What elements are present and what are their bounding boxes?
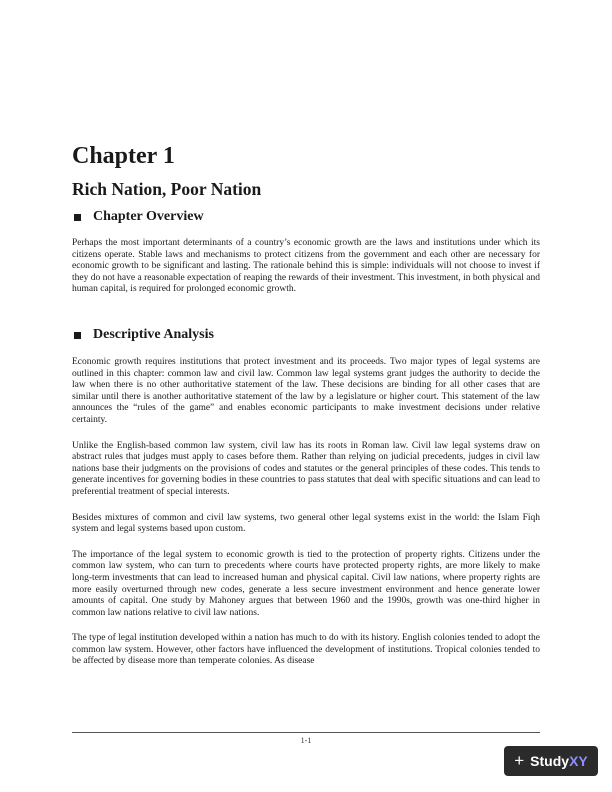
paragraph: The importance of the legal system to economic growth is tied to the protection of property rights. Citizens under the common law system, who can turn to precedents where courts have protected property rights, are more likely to make long-term investments that can lead to increased human and physical capital. Civil law nations, where property rights are more easily overturned through new codes, generate a less secure investment environment and hence generate lower amounts of capital. One study by Mahoney argues that between 1960 and the 1990s, growth was one-third higher in common law nations relative to civil law nations. [72, 549, 540, 618]
section-heading-analysis [72, 327, 214, 343]
square-bullet-icon [74, 332, 81, 339]
overview-body [72, 238, 540, 310]
section-heading-label: Descriptive Analysis [93, 327, 214, 342]
section-heading-label: Chapter Overview [93, 209, 204, 224]
analysis-body [72, 357, 540, 682]
paragraph: Economic growth requires institutions that protect investment and its proceeds. Two major types of legal systems are outlined in this chapter: common law and civil law. Common law legal systems grant judges the authority to decide the law when there is no other authoritative statement of the law. These decisions are binding for all other cases that are similar until there is another authoritative statement of the law by a legislature or higher court. This statement of the law announces the “rules of the game” and enables economic participants to make investment decisions under relative certainty. [72, 357, 540, 425]
paragraph: Perhaps the most important determinants of a country’s economic growth are the laws and institutions under which its citizens operate. Stable laws and mechanisms to protect citizens from the government and each other are necessary for economic growth to be significant and lasting. The rationale behind this is simple: individuals will not choose to invest if they do not have a reasonable expectation of reaping the rewards of their investment. This investment, in both physical and human capital, is required for prolonged economic growth. [72, 238, 540, 295]
chapter-subtitle: Rich Nation, Poor Nation [72, 179, 262, 199]
badge-text-main: Study [530, 753, 570, 769]
footer-divider [72, 732, 540, 733]
studyxy-logo-badge[interactable] [504, 746, 598, 776]
paragraph: Besides mixtures of common and civil law systems, two general other legal systems exist in the world: the Islam Fiqh system and legal systems based upon custom. [72, 512, 540, 535]
square-bullet-icon [74, 214, 81, 221]
paragraph: Unlike the English-based common law system, civil law has its roots in Roman law. Civil law legal systems draw on abstract rules that judges must apply to cases before them. Rather than relying on judicial precedents, judges in civil law nations base their judgments on the provisions of codes and statutes or the general principles of these codes. This tends to generate incentives for governing bodies in these countries to pass statutes that deal with specific situations and can lead to preferential treatment of special interests. [72, 440, 540, 497]
plus-icon: + [514, 751, 525, 770]
page-number: 1-1 [300, 736, 312, 745]
badge-text-accent: XY [569, 753, 588, 769]
chapter-title: Chapter 1 [72, 143, 175, 169]
paragraph: The type of legal institution developed within a nation has much to do with its history. English colonies tended to adopt the common law system. However, other factors have influenced the development of institutions. Tropical colonies tended to be affected by disease more than temperate colonies. As disease [72, 633, 540, 667]
section-heading-overview [72, 209, 204, 225]
